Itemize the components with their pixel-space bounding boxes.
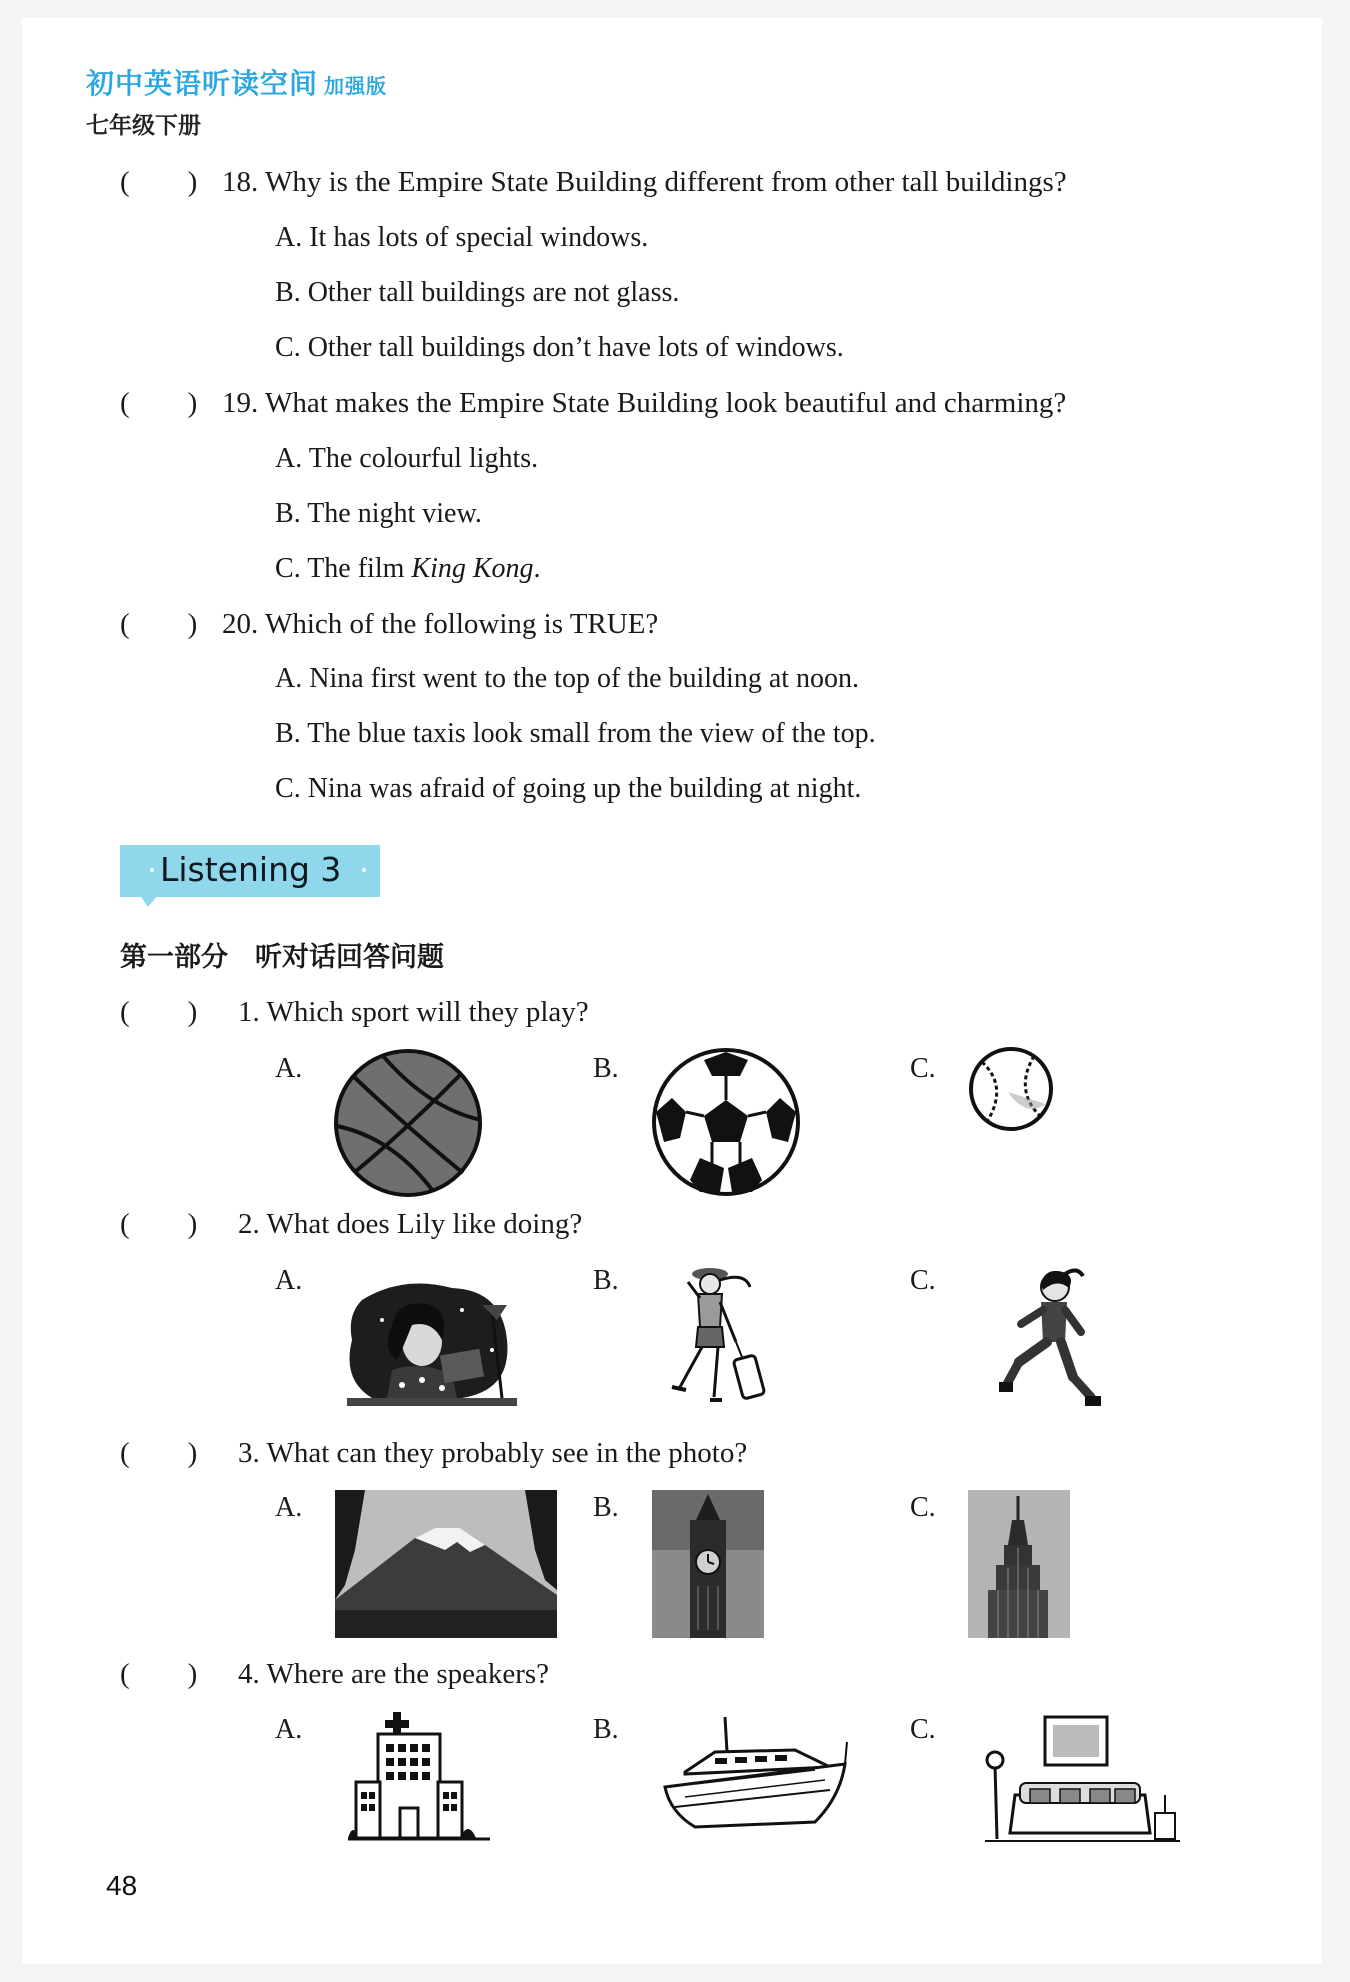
option-3c-label: C. <box>910 1492 936 1523</box>
mount-fuji-photo[interactable] <box>335 1490 557 1638</box>
page-number: 48 <box>106 1870 138 1901</box>
page-sheet <box>22 18 1322 1964</box>
part-heading: 第一部分 听对话回答问题 <box>120 942 444 973</box>
yacht-icon[interactable] <box>655 1712 850 1842</box>
question-1: 1. Which sport will they play? <box>238 996 589 1028</box>
option-19b: B. The night view. <box>275 498 482 529</box>
option-1c-label: C. <box>910 1053 936 1084</box>
banner-dot-icon <box>362 868 366 872</box>
answer-blank-1[interactable]: ( ) <box>120 996 198 1028</box>
option-3b-label: B. <box>593 1492 619 1523</box>
option-18c: C. Other tall buildings don’t have lots of windows. <box>275 332 844 363</box>
option-1a-label: A. <box>275 1053 303 1084</box>
section-title: Listening 3 <box>160 850 342 889</box>
answer-blank-20[interactable]: ( ) <box>120 608 198 640</box>
book-title: 初中英语听读空间 加强版 <box>86 67 388 100</box>
option-1b-label: B. <box>593 1053 619 1084</box>
option-3a-label: A. <box>275 1492 303 1523</box>
option-2b-label: B. <box>593 1265 619 1296</box>
answer-blank-4[interactable]: ( ) <box>120 1658 198 1690</box>
banner-dot-icon <box>150 868 154 872</box>
option-4a-label: A. <box>275 1714 303 1745</box>
question-2: 2. What does Lily like doing? <box>238 1208 583 1240</box>
answer-blank-2[interactable]: ( ) <box>120 1208 198 1240</box>
option-19c: C. The film King Kong. <box>275 553 541 584</box>
answer-blank-3[interactable]: ( ) <box>120 1437 198 1469</box>
living-room-icon[interactable] <box>985 1715 1180 1845</box>
soccer-ball-icon[interactable] <box>650 1046 802 1198</box>
answer-blank-19[interactable]: ( ) <box>120 387 198 419</box>
traveler-girl-icon[interactable] <box>650 1262 775 1417</box>
option-20c: C. Nina was afraid of going up the building at night. <box>275 773 862 804</box>
book-edition: 加强版 <box>324 74 388 98</box>
option-20b: B. The blue taxis look small from the view of the top. <box>275 718 876 749</box>
question-3: 3. What can they probably see in the photo? <box>238 1437 748 1469</box>
banner-tail-icon <box>140 895 160 909</box>
basketball-icon[interactable] <box>333 1048 483 1198</box>
option-4c-label: C. <box>910 1714 936 1745</box>
hospital-icon[interactable] <box>348 1712 490 1842</box>
option-18b: B. Other tall buildings are not glass. <box>275 277 680 308</box>
option-2c-label: C. <box>910 1265 936 1296</box>
question-19: 19. What makes the Empire State Building look beautiful and charming? <box>222 387 1067 419</box>
question-20: 20. Which of the following is TRUE? <box>222 608 659 640</box>
option-4b-label: B. <box>593 1714 619 1745</box>
big-ben-photo[interactable] <box>652 1490 764 1638</box>
running-girl-icon[interactable] <box>985 1262 1105 1422</box>
grade-label: 七年级下册 <box>86 113 201 139</box>
reading-girl-icon[interactable] <box>342 1280 517 1410</box>
question-18: 18. Why is the Empire State Building different from other tall buildings? <box>222 166 1067 198</box>
question-4: 4. Where are the speakers? <box>238 1658 550 1690</box>
baseball-icon[interactable] <box>968 1046 1054 1132</box>
option-20a: A. Nina first went to the top of the building at noon. <box>275 663 860 694</box>
option-19a: A. The colourful lights. <box>275 443 539 474</box>
empire-state-photo[interactable] <box>968 1490 1070 1638</box>
answer-blank-18[interactable]: ( ) <box>120 166 198 198</box>
option-2a-label: A. <box>275 1265 303 1296</box>
option-18a: A. It has lots of special windows. <box>275 222 649 253</box>
